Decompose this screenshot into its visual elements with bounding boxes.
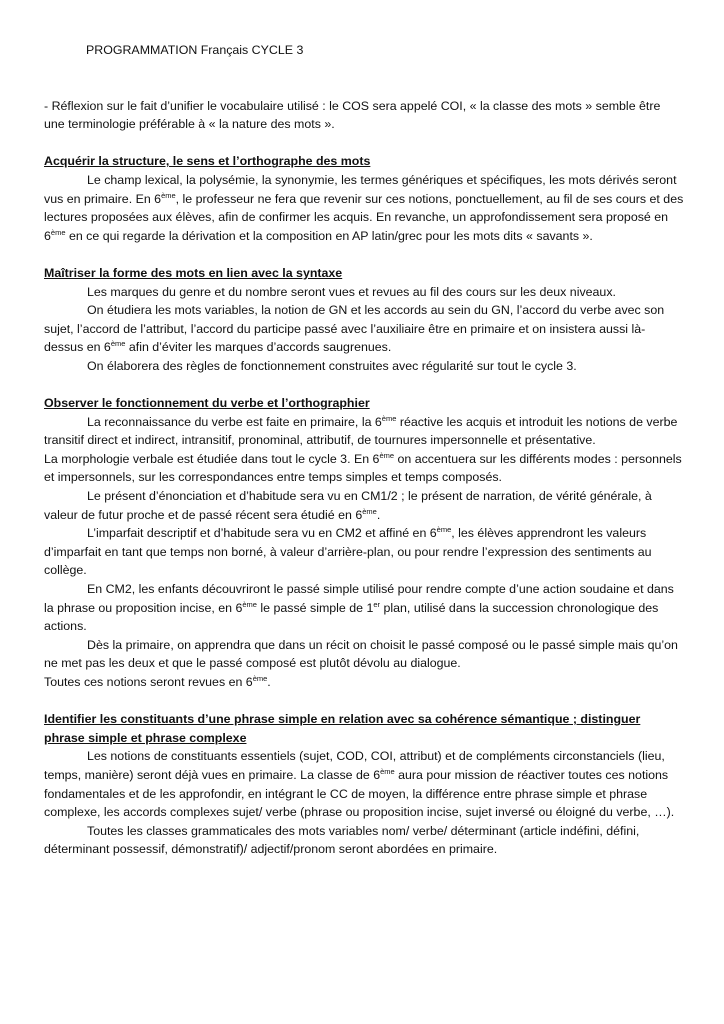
paragraph: En CM2, les enfants découvriront le passé simple utilisé pour rendre compte d’une action soudaine et dans la phrase ou proposition incise, en 6ème le passé simple de 1er plan, utilisé dans la succession chronologique des actions. [44, 582, 674, 634]
document-title: PROGRAMMATION Français CYCLE 3 [86, 43, 304, 57]
paragraph: La morphologie verbale est étudiée dans tout le cycle 3. En 6ème on accentuera sur les différents modes : personnels et impersonnels, sur les correspondances entre temps simples et temps composés. [44, 450, 682, 485]
paragraph: La reconnaissance du verbe est faite en primaire, la 6ème réactive les acquis et introduit les notions de verbe transitif direct et indirect, intransitif, pronominal, attributif, de tournures impersonnelle et présentative. [44, 413, 678, 448]
section-heading: Observer le fonctionnement du verbe et l’orthographier [44, 396, 370, 411]
ordinal-superscript: ème [379, 450, 395, 460]
paragraph: Les notions de constituants essentiels (sujet, COD, COI, attribut) et de compléments circonstanciels (lieu, temps, manière) seront déjà vues en primaire. La classe de 6ème aura pour mission de réactiver toutes ces notions fondamentales et de les approfondir, en intégrant le CC de moyen, la différence entre phrase simple et phrase complexe, les accords complexes sujet/ verbe (phrase ou proposition incise, sujet inversé ou éloigné du verbe, …). [44, 749, 675, 820]
ordinal-superscript: er [373, 599, 381, 609]
paragraph: Le présent d’énonciation et d’habitude sera vu en CM1/2 ; le présent de narration, de vérité générale, à valeur de futur proche et de passé récent sera étudié en 6ème. [44, 489, 652, 522]
ordinal-superscript: ème [242, 599, 257, 609]
ordinal-superscript: ème [50, 227, 66, 237]
paragraph: Les marques du genre et du nombre seront vues et revues au fil des cours sur les deux niveaux. [87, 284, 616, 299]
paragraph: Toutes ces notions seront revues en 6ème. [44, 674, 271, 689]
intro-paragraph: - Réflexion sur le fait d’unifier le vocabulaire utilisé : le COS sera appelé COI, « la classe des mots » semble être une terminologie préférable à « la nature des mots ». [44, 98, 661, 132]
paragraph: Le champ lexical, la polysémie, la synonymie, les termes génériques et spécifiques, les mots dérivés seront vus en primaire. En 6ème, le professeur ne fera que revenir sur ces notions, ponctuellement, au fil de ses cours et des lectures proposées aux élèves, afin de confirmer les acquis. En revanche, un approfondissement sera proposé en 6ème en ce qui regarde la dérivation et la composition en AP latin/grec pour les mots dits « savants ». [44, 172, 684, 243]
ordinal-superscript: ème [362, 506, 377, 516]
section-heading: Identifier les constituants d’une phrase simple en relation avec sa cohérence sémantique ; distinguer phrase simple et phrase complexe [44, 712, 641, 745]
section-heading: Acquérir la structure, le sens et l’orthographe des mots [44, 154, 371, 169]
ordinal-superscript: ème [380, 766, 395, 776]
ordinal-superscript: ème [381, 413, 397, 423]
paragraph: L’imparfait descriptif et d’habitude sera vu en CM2 et affiné en 6ème, les élèves apprendront les valeurs d’imparfait en tant que temps non borné, à valeur d’arrière-plan, ou pour rendre l’expression des sentiments au collège. [44, 525, 652, 578]
section-heading: Maîtriser la forme des mots en lien avec la syntaxe [44, 265, 343, 280]
paragraph: Toutes les classes grammaticales des mots variables nom/ verbe/ déterminant (article indéfini, défini, déterminant possessif, démonstratif)/ adjectif/pronom seront abordées en primaire. [44, 823, 640, 857]
ordinal-superscript: ème [436, 525, 452, 535]
ordinal-superscript: ème [252, 674, 268, 683]
paragraph: Dès la primaire, on apprendra que dans un récit on choisit le passé composé ou le passé simple mais qu’on ne met pas les deux et que le passé composé est plutôt dévolu au dialogue. [44, 637, 678, 671]
paragraph: On étudiera les mots variables, la notion de GN et les accords au sein du GN, l’accord du verbe avec son sujet, l’accord de l’attribut, l’accord du participe passé avec l’auxiliaire être en primaire et on insistera aussi là-dessus en 6ème afin d’éviter les marques d’accords saugrenues. [44, 303, 665, 355]
ordinal-superscript: ème [110, 339, 126, 349]
paragraph: On élaborera des règles de fonctionnement construites avec régularité sur tout le cycle 3. [87, 358, 577, 373]
ordinal-superscript: ème [161, 190, 176, 200]
